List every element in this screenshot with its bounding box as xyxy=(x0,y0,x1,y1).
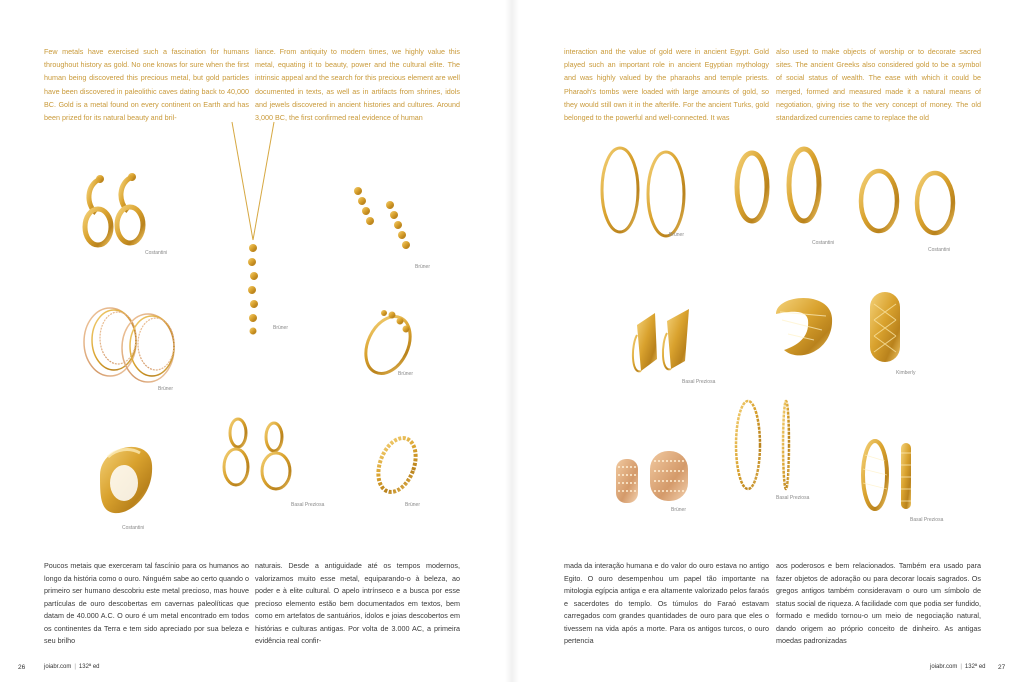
bruner-stone-ring-photo xyxy=(362,305,417,380)
footer-left: joiabr.com | 132ª ed xyxy=(44,664,100,670)
bruner-pendant-necklace-photo xyxy=(228,120,278,340)
left-en-column-2: liance. From antiquity to modern times, we highly value this metal, equating it to beauty, power and the cultural elite. The intrinsic appeal and the search for this precious element are well documented in texts, as well as in artifacts from shrines, idols and jewels discovered in ancient histories and cultures. Around 3,000 BC, the first confirmed real evidence of human xyxy=(255,47,460,123)
caption-bruner-r1: Brüner xyxy=(669,232,685,238)
caption-bruner-1: Brüner xyxy=(273,325,289,331)
left-pt-column-2: naturais. Desde a antiguidade até os tempos modernos, valorizamos muito esse metal, equiparando-o à beleza, ao poder e à elite cultural. O apelo intrínseco e a busca por esse precioso elemento estão bem documentados em textos, bem como em artefatos de santuários, ídolos e joias descobertos em histórias e culturas antigas. Por volta de 3.000 AC, a primeira evidência real confir- xyxy=(255,561,460,645)
caption-bruner-3: Brüner xyxy=(158,386,174,392)
caption-basal-preziosa-r1: Basal Preziosa xyxy=(682,379,716,385)
caption-bruner-2: Brüner xyxy=(415,264,431,270)
costantini-dome-ring-photo xyxy=(90,435,160,520)
caption-basal-preziosa-r2: Basal Preziosa xyxy=(776,495,810,501)
caption-basal-preziosa-1: Basal Preziosa xyxy=(291,502,325,508)
caption-costantini-1: Costantini xyxy=(145,250,168,256)
basal-preziosa-patterned-hoops-photo xyxy=(857,435,922,515)
bruner-wire-hoop-earrings-photo xyxy=(78,300,183,390)
kimberly-textured-earrings-photo xyxy=(770,290,920,370)
bruner-stone-huggies-photo xyxy=(612,445,697,510)
right-page xyxy=(512,0,1024,682)
caption-bruner-5: Brüner xyxy=(405,502,421,508)
bruner-large-hoops-photo xyxy=(596,140,696,240)
costantini-thick-hoops-photo xyxy=(730,145,830,235)
footer-edition-left: 132ª ed xyxy=(78,664,100,670)
footer-edition-right: 132ª ed xyxy=(964,664,986,670)
right-pt-column-2: aos poderosos e bem relacionados. Também era usado para fazer objetos de adoração ou para decorar locais sagrados. Os gregos antigos também consideravam o ouro um símbolo de status social de riqueza. A facilidade com que podia ser fundido, formado e medido tornou-o um meio de negociação natural, dando origem ao próprio conceito de dinheiro. As antigas moedas padronizadas xyxy=(776,561,981,645)
costantini-flat-hoops-photo xyxy=(857,165,962,240)
costantini-link-earrings-photo xyxy=(78,165,153,255)
footer-right: joiabr.com | 132ª ed xyxy=(930,664,986,670)
page-number-right: 27 xyxy=(998,664,1006,671)
caption-costantini-r1: Costantini xyxy=(812,240,835,246)
right-en-column-2: also used to make objects of worship or to decorate sacred sites. The ancient Greeks also considered gold to be a symbol of social status of wealth. The ease with which it could be merged, formed and measured made it a natural means of negotiation, giving rise to the very concept of money. The old standardized currencies came to replace the old xyxy=(776,47,981,123)
right-en-column-1: interaction and the value of gold were in ancient Egypt. Gold played such an important role in ancient Egyptian mythology and was highly valued by the pharaohs and temple priests. Pharaoh's tombs were loaded with large amounts of gold, so they would still own it in the afterlife. For the ancient Turks, gold belonged to the powerful and well-connected. It was xyxy=(564,47,769,123)
caption-costantini-2: Costantini xyxy=(122,525,145,531)
right-pt-column-1: mada da interação humana e do valor do ouro estava no antigo Egito. O ouro desempenhou um papel tão importante na mitologia egípcia antiga e era altamente valorizado pelos faraós e sacerdotes do templo. Os túmulos do Faraó estavam carregados com grandes quantidades de ouro para que eles o tivessem na vida após a morte. Para os antigos turcos, o ouro pertencia xyxy=(564,561,769,645)
caption-bruner-4: Brüner xyxy=(398,371,414,377)
page-gutter xyxy=(505,0,519,682)
left-pt-column-1: Poucos metais que exerceram tal fascínio para os humanos ao longo da história como o ouro. Ninguém sabe ao certo quando o primeiro ser humano descobriu este metal precioso, mas houve partículas de ouro descobertas em cavernas paleolíticas que datam de 40.000 A.C. O ouro é um metal encontrado em todos os continentes da Terra e tem sido apreciado por sua beleza e seu brilho xyxy=(44,561,249,645)
footer-brand-left: joiabr.com xyxy=(44,664,72,670)
page-number-left: 26 xyxy=(18,664,26,671)
basal-preziosa-oval-hoops-photo xyxy=(732,398,802,493)
basal-preziosa-angular-earrings-photo xyxy=(627,305,702,385)
bruner-eternity-ring-photo xyxy=(372,430,422,500)
caption-costantini-r2: Costantini xyxy=(928,247,951,253)
basal-preziosa-link-earrings-photo xyxy=(220,415,300,495)
caption-basal-preziosa-r3: Basal Preziosa xyxy=(910,517,944,523)
bruner-climber-earrings-photo xyxy=(352,185,422,260)
caption-kimberly: Kimberly xyxy=(896,370,916,376)
caption-bruner-r2: Brüner xyxy=(671,507,687,513)
footer-brand-right: joiabr.com xyxy=(930,664,958,670)
left-en-column-1: Few metals have exercised such a fascination for humans throughout history as gold. No one knows for sure when the first human being discovered this precious metal, but gold particles have been discovered in paleolithic caves dating back to 40,000 BC. Gold is a metal found on every continent on Earth and has been prized for its natural beauty and bril- xyxy=(44,47,249,123)
